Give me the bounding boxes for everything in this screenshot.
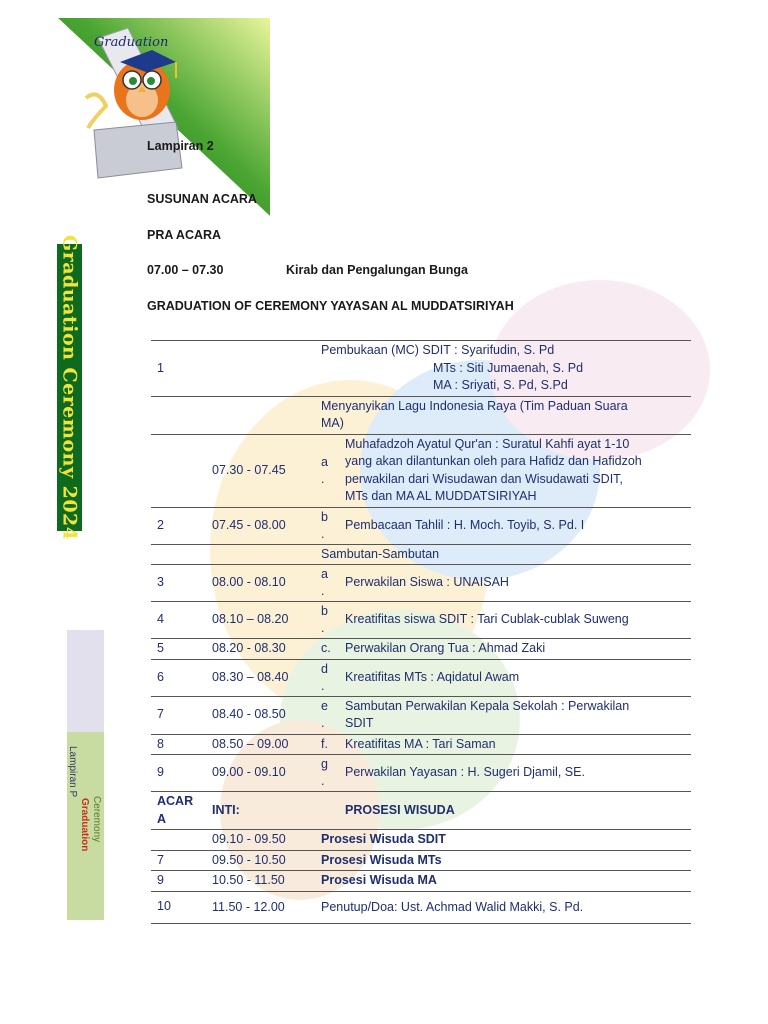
- row-letter: f.: [321, 736, 328, 751]
- table-row: [151, 396, 691, 434]
- row-number: 1: [157, 360, 164, 375]
- row-number: ACAR: [157, 794, 194, 808]
- row-letter-dot: .: [321, 526, 325, 541]
- pra-acara-heading: PRA ACARA: [147, 228, 222, 242]
- row-letter-dot: .: [321, 471, 325, 486]
- pra-acara-time: 07.00 – 07.30: [147, 263, 224, 277]
- row-text: Penutup/Doa: Ust. Achmad Walid Makki, S. Pd.: [321, 899, 584, 914]
- row-letter: b: [321, 509, 328, 524]
- row-text: PROSESI WISUDA: [345, 802, 455, 817]
- side-banner-text: Graduation Ceremony 2024: [58, 234, 81, 541]
- row-letter: e: [321, 699, 328, 713]
- side-tab-line1: Lampiran P: [67, 746, 78, 798]
- row-letter-dot: .: [321, 584, 325, 598]
- side-tab: [67, 630, 104, 920]
- row-text: Kreatifitas siswa SDIT : Tari Cublak-cublak Suweng: [345, 612, 629, 627]
- table-row: [151, 544, 691, 565]
- row-letter: g: [321, 757, 328, 771]
- row-time: 10.50 - 11.50: [212, 873, 285, 887]
- side-tab-line3: Ceremony: [91, 796, 102, 843]
- row-text: SDIT: [345, 716, 374, 730]
- row-time: 08.10 – 08.20: [212, 612, 289, 627]
- row-text: MTs dan MA AL MUDDATSIRIYAH: [345, 489, 537, 503]
- row-text: Kreatifitas MA : Tari Saman: [345, 736, 496, 751]
- row-number: A: [157, 811, 167, 826]
- row-letter: d: [321, 661, 328, 676]
- pra-acara-event: Kirab dan Pengalungan Bunga: [286, 263, 468, 277]
- row-time: 08.30 – 08.40: [212, 669, 289, 684]
- table-row: [151, 507, 691, 544]
- row-number: 4: [157, 612, 164, 627]
- row-text: Perwakilan Yayasan : H. Sugeri Djamil, SE.: [345, 765, 585, 780]
- row-number: 7: [157, 707, 164, 722]
- row-letter: b: [321, 604, 328, 618]
- row-time: 07.45 - 08.00: [212, 517, 286, 532]
- row-letter: a: [321, 567, 328, 581]
- table-row: [151, 659, 691, 696]
- row-time: 08.50 – 09.00: [212, 736, 289, 751]
- side-banner: [57, 234, 82, 541]
- row-number: 3: [157, 575, 164, 590]
- row-letter-dot: .: [321, 716, 325, 730]
- row-number: 7: [157, 852, 164, 867]
- row-time: 08.20 - 08.30: [212, 641, 286, 655]
- table-row: [151, 639, 691, 660]
- row-number: 6: [157, 669, 164, 684]
- row-time: 11.50 - 12.00: [212, 899, 285, 914]
- row-number: 9: [157, 765, 164, 780]
- table-row: [151, 696, 691, 734]
- table-row: [151, 602, 691, 639]
- schedule-table: [151, 340, 691, 924]
- graduation-logo-corner: [58, 18, 270, 216]
- row-time: INTI:: [212, 802, 240, 817]
- table-row: [151, 734, 691, 755]
- table-row: [151, 755, 691, 792]
- row-letter-dot: .: [321, 678, 325, 693]
- row-text: Muhafadzoh Ayatul Qur'an : Suratul Kahfi ayat 1-10: [345, 436, 630, 451]
- table-row: [151, 850, 691, 871]
- table-row: [151, 830, 691, 851]
- row-text: Perwakilan Orang Tua : Ahmad Zaki: [345, 641, 546, 655]
- row-time: 08.40 - 08.50: [212, 707, 286, 722]
- row-number: 5: [157, 641, 164, 655]
- row-letter-dot: .: [321, 774, 325, 788]
- row-number: 10: [157, 898, 171, 913]
- row-text: Pembacaan Tahlil : H. Moch. Toyib, S. Pd. I: [345, 517, 585, 532]
- row-text: yang akan dilantunkan oleh para Hafidz dan Hafidzoh: [345, 454, 642, 468]
- row-text: perwakilan dari Wisudawan dan Wisudawati SDIT,: [345, 471, 623, 486]
- row-text: Pembukaan (MC) SDIT : Syarifudin, S. Pd: [321, 343, 555, 357]
- table-row: [151, 565, 691, 602]
- row-time: 09.50 - 10.50: [212, 852, 286, 867]
- row-text: Sambutan Perwakilan Kepala Sekolah : Perwakilan: [345, 698, 630, 713]
- table-row: [151, 792, 691, 830]
- side-tab-line2: Graduation: [79, 798, 90, 852]
- side-tab-bottom: [67, 732, 104, 920]
- row-text: MA): [321, 416, 344, 430]
- row-time: 07.30 - 07.45: [212, 462, 286, 477]
- lampiran-label: Lampiran 2: [147, 139, 214, 153]
- side-tab-top: [67, 630, 104, 732]
- row-time: 09.10 - 09.50: [212, 832, 286, 846]
- table-row: [151, 871, 691, 892]
- row-text: Sambutan-Sambutan: [321, 546, 440, 561]
- row-text: MA : Sriyati, S. Pd, S.Pd: [433, 378, 568, 392]
- row-number: 9: [157, 873, 164, 887]
- row-text: Kreatifitas MTs : Aqidatul Awam: [345, 669, 520, 684]
- logo-script-text: Graduation: [94, 35, 169, 50]
- row-text: Menyanyikan Lagu Indonesia Raya (Tim Paduan Suara: [321, 398, 628, 413]
- susunan-acara-heading: SUSUNAN ACARA: [147, 192, 257, 206]
- table-row: [151, 891, 691, 924]
- row-text: Prosesi Wisuda MA: [321, 873, 437, 887]
- main-title: GRADUATION OF CEREMONY YAYASAN AL MUDDATSIRIYAH: [147, 299, 514, 313]
- row-text: Perwakilan Siswa : UNAISAH: [345, 575, 509, 590]
- row-text: Prosesi Wisuda MTs: [321, 852, 442, 867]
- table-row: [151, 434, 691, 507]
- row-number: 8: [157, 736, 164, 751]
- table-row: [151, 341, 691, 397]
- row-number: 2: [157, 517, 164, 532]
- row-text: Prosesi Wisuda SDIT: [321, 832, 446, 846]
- row-letter-dot: .: [321, 621, 325, 635]
- row-time: 09.00 - 09.10: [212, 765, 286, 780]
- row-time: 08.00 - 08.10: [212, 575, 286, 590]
- row-letter: a: [321, 454, 328, 469]
- row-text: MTs : Siti Jumaenah, S. Pd: [433, 360, 584, 375]
- row-letter: c.: [321, 641, 331, 655]
